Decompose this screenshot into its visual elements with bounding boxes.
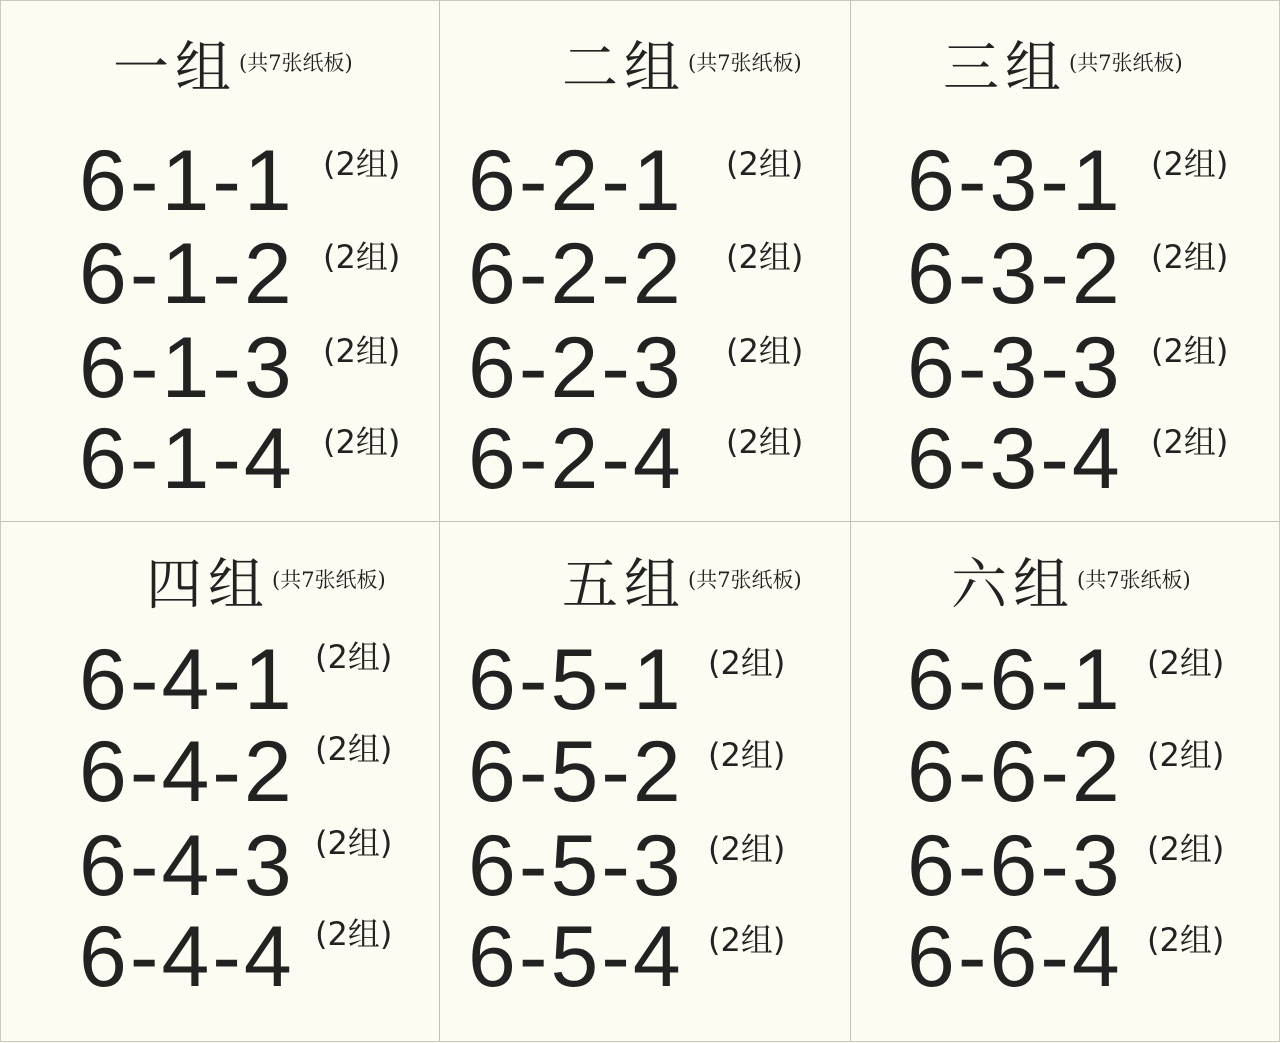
panel-group-2 [440, 1, 850, 521]
item-code: 6-3-4 [907, 411, 1123, 507]
item-row [851, 226, 1280, 322]
item-code: 6-2-3 [468, 320, 684, 416]
item-row [440, 724, 850, 820]
item-qty: (2组) [315, 915, 393, 953]
item-qty: (2组) [323, 238, 401, 276]
sheet-count: (共7张纸板) [1069, 51, 1183, 75]
item-row [851, 909, 1280, 1005]
item-qty: (2组) [1151, 332, 1229, 370]
group-name: 五组 [562, 553, 686, 618]
sheet-count: (共7张纸板) [688, 568, 802, 592]
item-row [1, 226, 439, 322]
panel-group-1 [1, 1, 439, 521]
item-row [851, 133, 1280, 229]
item-row [851, 632, 1280, 728]
panel-heading [146, 553, 386, 618]
item-qty: (2组) [323, 332, 401, 370]
item-row [1, 909, 439, 1005]
sheet-count: (共7张纸板) [239, 51, 353, 75]
item-qty: (2组) [1147, 921, 1225, 959]
item-qty: (2组) [315, 638, 393, 676]
item-code: 6-1-2 [79, 226, 295, 322]
sheet-count: (共7张纸板) [688, 51, 802, 75]
item-qty: (2组) [708, 921, 786, 959]
item-code: 6-4-1 [79, 632, 295, 728]
item-qty: (2组) [1151, 145, 1229, 183]
item-code: 6-2-1 [468, 133, 684, 229]
item-row [851, 320, 1280, 416]
item-code: 6-4-3 [79, 818, 295, 914]
item-row [440, 818, 850, 914]
item-qty: (2组) [1151, 423, 1229, 461]
item-row [440, 226, 850, 322]
item-row [440, 133, 850, 229]
panel-heading [951, 553, 1191, 618]
item-qty: (2组) [726, 238, 804, 276]
item-row [851, 411, 1280, 507]
item-code: 6-6-3 [907, 818, 1123, 914]
item-code: 6-1-4 [79, 411, 295, 507]
item-code: 6-2-4 [468, 411, 684, 507]
item-qty: (2组) [323, 145, 401, 183]
item-qty: (2组) [708, 830, 786, 868]
panel-heading [113, 36, 353, 101]
item-qty: (2组) [1151, 238, 1229, 276]
item-code: 6-4-2 [79, 724, 295, 820]
item-qty: (2组) [708, 644, 786, 682]
panel-heading [943, 36, 1183, 101]
panel-heading [562, 553, 802, 618]
panel-group-3 [851, 1, 1280, 521]
item-row [1, 818, 439, 914]
item-qty: (2组) [726, 332, 804, 370]
item-code: 6-1-3 [79, 320, 295, 416]
group-name: 二组 [562, 36, 686, 101]
item-code: 6-5-2 [468, 724, 684, 820]
item-qty: (2组) [1147, 830, 1225, 868]
group-name: 四组 [146, 553, 270, 618]
item-qty: (2组) [315, 730, 393, 768]
item-row [1, 632, 439, 728]
item-code: 6-4-4 [79, 909, 295, 1005]
item-code: 6-6-1 [907, 632, 1123, 728]
item-row [440, 320, 850, 416]
item-qty: (2组) [1147, 644, 1225, 682]
item-row [440, 411, 850, 507]
sheet-count: (共7张纸板) [272, 568, 386, 592]
panel-group-5 [440, 522, 850, 1043]
item-qty: (2组) [315, 824, 393, 862]
item-row [440, 632, 850, 728]
item-row [1, 320, 439, 416]
item-code: 6-6-4 [907, 909, 1123, 1005]
item-code: 6-2-2 [468, 226, 684, 322]
item-code: 6-1-1 [79, 133, 295, 229]
group-name: 六组 [951, 553, 1075, 618]
sheet-count: (共7张纸板) [1077, 568, 1191, 592]
item-code: 6-3-2 [907, 226, 1123, 322]
item-row [851, 818, 1280, 914]
item-code: 6-5-1 [468, 632, 684, 728]
panel-group-6 [851, 522, 1280, 1043]
item-code: 6-5-4 [468, 909, 684, 1005]
item-code: 6-6-2 [907, 724, 1123, 820]
item-code: 6-3-1 [907, 133, 1123, 229]
item-row [1, 411, 439, 507]
item-row [1, 133, 439, 229]
item-row [440, 909, 850, 1005]
item-row [1, 724, 439, 820]
item-code: 6-5-3 [468, 818, 684, 914]
item-qty: (2组) [726, 423, 804, 461]
group-name: 三组 [943, 36, 1067, 101]
item-code: 6-3-3 [907, 320, 1123, 416]
item-qty: (2组) [1147, 736, 1225, 774]
item-qty: (2组) [708, 736, 786, 774]
item-qty: (2组) [323, 423, 401, 461]
item-row [851, 724, 1280, 820]
item-qty: (2组) [726, 145, 804, 183]
panel-heading [562, 36, 802, 101]
panel-group-4 [1, 522, 439, 1043]
group-name: 一组 [113, 36, 237, 101]
